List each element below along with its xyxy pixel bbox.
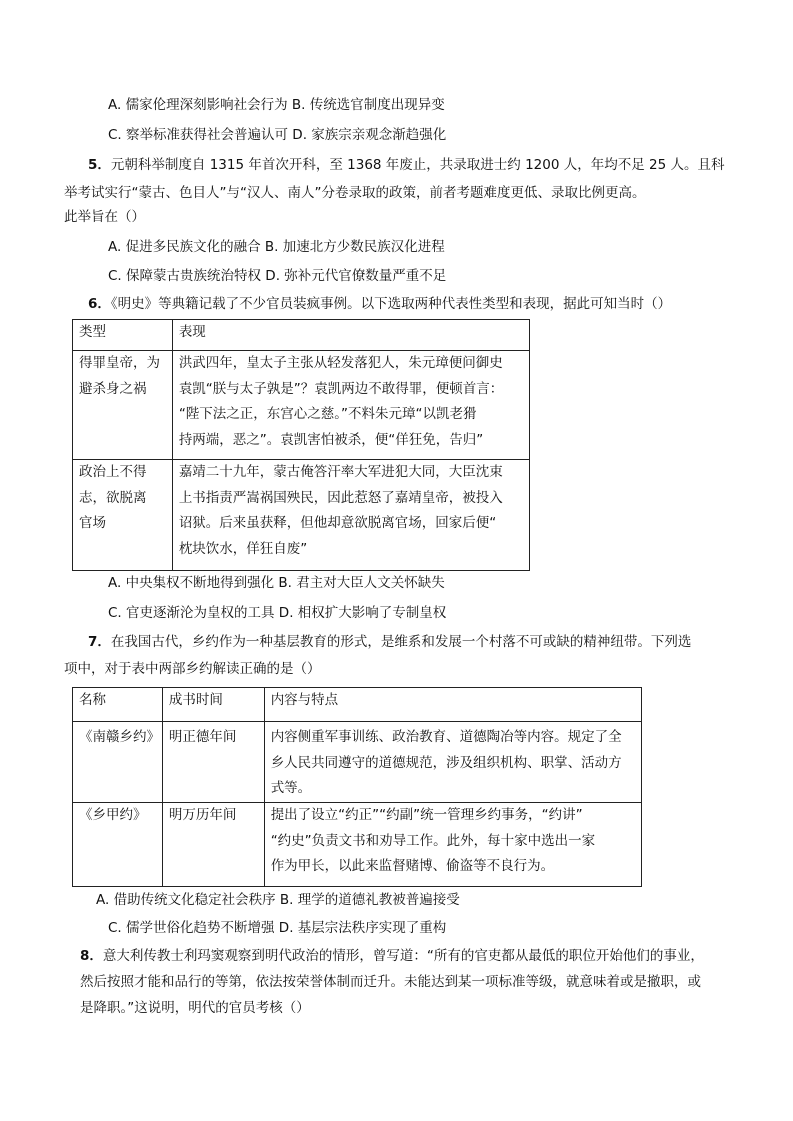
q6-row2-type bbox=[73, 460, 173, 571]
table-row bbox=[73, 803, 642, 887]
q8-stem-line-3: 是降职。”这说明，明代的官员考核（） bbox=[80, 1000, 310, 1016]
q6-options-row-1: A. 中央集权不断地得到强化 B. 君主对大臣人文关怀缺失 bbox=[108, 575, 445, 591]
q7-row1-name: 《南赣乡约》 bbox=[73, 722, 163, 803]
q6-row1-desc-line: 袁凯“朕与太子孰是”？袁凯两边不敢得罪，便顿首言： bbox=[178, 380, 504, 397]
q6-row1-type-line: 得罪皇帝，为 bbox=[79, 355, 160, 371]
q7-options-row-1: A. 借助传统文化稳定社会秩序 B. 理学的道德礼教被普遍接受 bbox=[96, 892, 460, 908]
q7-row2-content bbox=[264, 803, 641, 887]
q5-stem-text-1: 元朝科举制度自 1315 年首次开科，至 1368 年废止，共录取进士约 1200 人，年均不足 25 人。且科 bbox=[110, 157, 725, 173]
q8-number: 8． bbox=[80, 948, 103, 964]
q6-row1-desc bbox=[172, 351, 529, 460]
q6-number: 6． bbox=[88, 296, 111, 312]
q6-row2-desc-line: 枕块饮水，佯狂自废” bbox=[178, 540, 308, 557]
q5-stem-line-2: 举考试实行“蒙古、色目人”与“汉人、南人”分卷录取的政策，前者考题难度更低、录取比例更高。 bbox=[64, 185, 646, 201]
q6-header-type: 类型 bbox=[73, 320, 173, 351]
q7-row1-content-line: 内容侧重军事训练、政治教育、道德陶冶等内容。规定了全 bbox=[270, 729, 622, 745]
q7-row2-content-line: “约史”负责文书和劝导工作。此外，每十家中选出一家 bbox=[270, 832, 596, 849]
q6-row2-desc-line: 上书指责严嵩祸国殃民，因此惹怒了嘉靖皇帝，被投入 bbox=[178, 489, 503, 506]
q6-stem-line bbox=[88, 294, 671, 314]
q6-table-header-row bbox=[73, 320, 530, 351]
q8-stem-line-2: 然后按照才能和品行的等第，依法按荣誉体制而迁升。未能达到某一项标准等级，就意味着或是撤职，或 bbox=[80, 974, 701, 990]
q7-table bbox=[72, 687, 642, 887]
q7-row1-time: 明正德年间 bbox=[162, 722, 264, 803]
q6-table bbox=[72, 319, 530, 571]
q4-options-row-2: C. 察举标准获得社会普遍认可 D. 家族宗亲观念渐趋强化 bbox=[108, 127, 447, 143]
q6-row2-type-line: 志，欲脱离 bbox=[79, 489, 147, 506]
table-row bbox=[73, 351, 530, 460]
q7-stem-line-2: 项中，对于表中两部乡约解读正确的是（） bbox=[64, 661, 321, 677]
q7-table-header-row bbox=[73, 688, 642, 722]
q4-options-row-1: A. 儒家伦理深刻影响社会行为 B. 传统选官制度出现异变 bbox=[108, 97, 445, 113]
q7-row2-content-line: 作为甲长，以此来监督赌博、偷盗等不良行为。 bbox=[270, 858, 555, 874]
q6-row2-desc-line: 嘉靖二十九年，蒙古俺答汗率大军进犯大同，大臣沈束 bbox=[178, 464, 503, 480]
q7-stem-text-1: 在我国古代，乡约作为一种基层教育的形式，是维系和发展一个村落不可或缺的精神纽带。下列选 bbox=[110, 634, 692, 650]
q6-row1-type bbox=[73, 351, 173, 460]
q7-row1-content-line: 乡人民共同遵守的道德规范，涉及组织机构、职掌、活动方 bbox=[270, 754, 622, 771]
q6-row2-type-line: 官场 bbox=[79, 515, 106, 531]
q6-row1-desc-line: 持两端，恶之”。袁凯害怕被杀，便“佯狂免，告归” bbox=[178, 431, 484, 448]
q7-row2-content-line: 提出了设立“约正”“约副”统一管理乡约事务，“约讲” bbox=[270, 807, 583, 823]
q6-row1-type-line: 避杀身之祸 bbox=[79, 380, 147, 397]
q7-number: 7． bbox=[88, 634, 111, 650]
q5-number: 5． bbox=[88, 157, 111, 173]
q5-stem-line-3: 此举旨在（） bbox=[64, 209, 145, 225]
q7-options-row-2: C. 儒学世俗化趋势不断增强 D. 基层宗法秩序实现了重构 bbox=[108, 920, 447, 936]
q7-row1-content bbox=[264, 722, 641, 803]
q8-stem-text-1: 意大利传教士利玛窦观察到明代政治的情形，曾写道：“所有的官吏都从最低的职位开始他们的事业， bbox=[102, 948, 704, 964]
q8-stem-line-1 bbox=[80, 946, 704, 966]
q5-options-row-1: A. 促进多民族文化的融合 B. 加速北方少数民族汉化进程 bbox=[108, 239, 445, 255]
q7-header-time: 成书时间 bbox=[162, 688, 264, 722]
q6-row2-type-line: 政治上不得 bbox=[79, 464, 147, 480]
q6-row2-desc-line: 诏狱。后来虽获释，但他却意欲脱离官场，回家后便“ bbox=[178, 515, 497, 531]
table-row bbox=[73, 722, 642, 803]
q6-stem-text: 《明史》等典籍记载了不少官员装疯事例。以下选取两种代表性类型和表现，据此可知当时（） bbox=[110, 296, 672, 312]
q7-stem-line-1 bbox=[88, 632, 691, 652]
table-row bbox=[73, 460, 530, 571]
q7-header-name: 名称 bbox=[73, 688, 163, 722]
q6-row2-desc bbox=[172, 460, 529, 571]
q7-row1-content-line: 式等。 bbox=[270, 780, 312, 796]
q6-header-desc: 表现 bbox=[172, 320, 529, 351]
q6-options-row-2: C. 官吏逐渐沦为皇权的工具 D. 相权扩大影响了专制皇权 bbox=[108, 605, 447, 621]
q5-options-row-2: C. 保障蒙古贵族统治特权 D. 弥补元代官僚数量严重不足 bbox=[108, 268, 447, 284]
q6-row1-desc-line: “陛下法之正，东宫心之慈。”不料朱元璋“以凯老猾 bbox=[178, 406, 477, 422]
q7-row2-name: 《乡甲约》 bbox=[73, 803, 163, 887]
q5-stem-line-1 bbox=[88, 155, 724, 175]
q7-row2-time: 明万历年间 bbox=[162, 803, 264, 887]
q6-row1-desc-line: 洪武四年，皇太子主张从轻发落犯人，朱元璋便问御史 bbox=[178, 355, 503, 371]
q7-header-content: 内容与特点 bbox=[264, 688, 641, 722]
